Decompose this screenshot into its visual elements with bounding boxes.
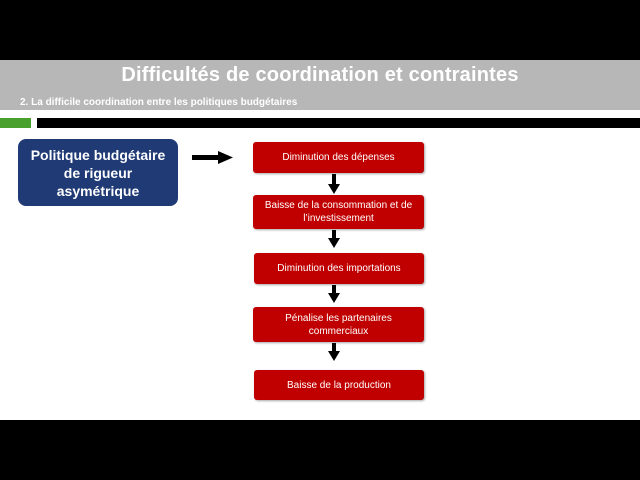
slide-title: Difficultés de coordination et contraintes bbox=[121, 64, 519, 86]
down-arrow-1 bbox=[328, 174, 340, 194]
source-arrow bbox=[192, 151, 233, 164]
down-arrow-3 bbox=[328, 285, 340, 303]
flow-step-4: Pénalise les partenaires commerciaux bbox=[253, 307, 424, 342]
flow-arrows bbox=[0, 60, 640, 420]
down-arrow-2 bbox=[328, 230, 340, 248]
down-arrow-4 bbox=[328, 343, 340, 361]
flow-step-1: Diminution des dépenses bbox=[253, 142, 424, 173]
policy-box: Politique budgétaire de rigueur asymétrique bbox=[18, 139, 178, 206]
flow-step-3: Diminution des importations bbox=[254, 253, 424, 284]
flow-step-5: Baisse de la production bbox=[254, 370, 424, 400]
slide bbox=[0, 60, 640, 420]
slide-subtitle: 2. La difficile coordination entre les politiques budgétaires bbox=[20, 97, 298, 108]
flow-step-2: Baisse de la consommation et de l’investissement bbox=[253, 195, 424, 229]
